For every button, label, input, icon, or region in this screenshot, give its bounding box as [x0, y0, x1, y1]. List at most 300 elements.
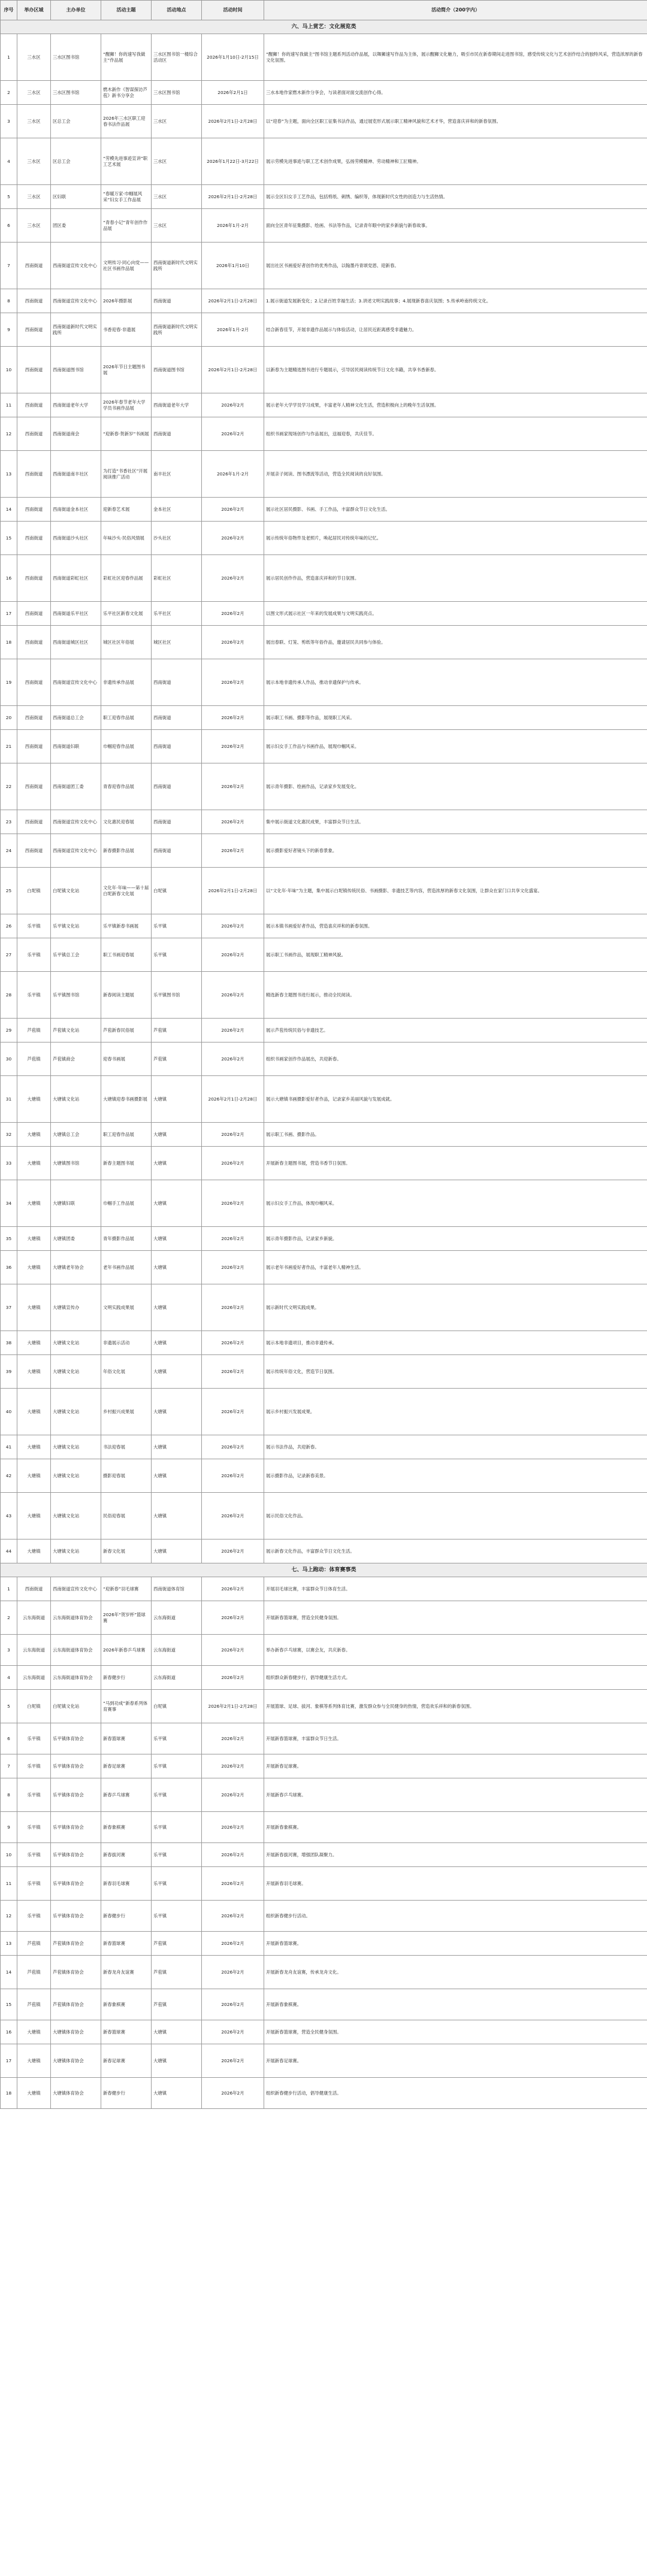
table-row [1, 868, 647, 914]
cell-time: 2026年2月 [202, 1577, 264, 1601]
cell-organizer: 云东海街道体育协会 [51, 1635, 101, 1666]
cell-serial: 16 [1, 2020, 17, 2044]
cell-description: 展出春联、灯笼、剪纸等年俗作品，邀请居民共同参与体验。 [264, 626, 647, 659]
table-row [1, 706, 647, 730]
cell-area: 大塘镇 [17, 1123, 51, 1147]
cell-area: 大塘镇 [17, 1389, 51, 1435]
cell-theme: 新春篮球赛 [101, 2020, 152, 2044]
cell-location: 大塘镇 [152, 1389, 202, 1435]
table-row [1, 1812, 647, 1843]
cell-organizer: 西南街道金本社区 [51, 498, 101, 522]
cell-theme: “春暖万家·巾帼展风采”妇女手工作品展 [101, 185, 152, 209]
cell-theme: 新春象棋赛 [101, 1989, 152, 2020]
cell-time: 2026年2月 [202, 834, 264, 868]
cell-description: 组织群众新春健步行，倡导健康生活方式。 [264, 1666, 647, 1690]
cell-organizer: 西南街道城区社区 [51, 626, 101, 659]
table-row [1, 209, 647, 243]
cell-organizer: 区妇联 [51, 185, 101, 209]
cell-area: 西南街道 [17, 602, 51, 626]
cell-theme: 新春健步行 [101, 1901, 152, 1932]
cell-time: 2026年2月 [202, 498, 264, 522]
cell-location: 大塘镇 [152, 1355, 202, 1389]
cell-time: 2026年2月 [202, 1227, 264, 1251]
cell-description: 1.展示街道发展新变化；2.记录百姓幸福生活；3.讲述文明实践故事；4.展现新春喜庆氛围；5.传承岭南传统文化。 [264, 289, 647, 313]
cell-location: 西南街道 [152, 763, 202, 810]
cell-theme: 迎春书画展 [101, 1042, 152, 1076]
cell-description: 组织书画家现场创作与作品展出，送福迎春，共庆佳节。 [264, 417, 647, 451]
cell-description: 展示妇女手工作品，体现巾帼风采。 [264, 1180, 647, 1227]
cell-time: 2026年2月1日-2月28日 [202, 1076, 264, 1123]
cell-location: 乐平社区 [152, 602, 202, 626]
cell-area: 西南街道 [17, 730, 51, 763]
cell-location: 大塘镇 [152, 1076, 202, 1123]
cell-description: 以图文形式展示社区一年来的发展成果与文明实践亮点。 [264, 602, 647, 626]
cell-description: 开展新春象棋赛。 [264, 1989, 647, 2020]
cell-organizer: 云东海街道体育协会 [51, 1666, 101, 1690]
table-row [1, 522, 647, 555]
header-location: 活动地点 [152, 1, 202, 20]
cell-serial: 13 [1, 451, 17, 498]
table-body [1, 20, 647, 2109]
cell-time: 2026年2月 [202, 1284, 264, 1331]
cell-serial: 27 [1, 938, 17, 972]
cell-description: 开展新春象棋赛。 [264, 1812, 647, 1843]
table-row [1, 1459, 647, 1493]
cell-area: 大塘镇 [17, 2020, 51, 2044]
cell-description: 精选新春主题图书进行展示，推动全民阅读。 [264, 972, 647, 1019]
cell-location: 乐平镇 [152, 1723, 202, 1754]
cell-location: 彩虹社区 [152, 555, 202, 602]
cell-time: 2026年2月 [202, 1042, 264, 1076]
cell-location: 大塘镇 [152, 1147, 202, 1180]
cell-time: 2026年2月 [202, 1932, 264, 1956]
cell-location: 西南街道 [152, 417, 202, 451]
cell-theme: 职工迎春作品展 [101, 706, 152, 730]
cell-area: 西南街道 [17, 243, 51, 289]
cell-description: 开展新春龙舟友谊赛，传承龙舟文化。 [264, 1956, 647, 1989]
cell-area: 芦苞镇 [17, 1956, 51, 1989]
cell-time: 2026年2月1日-2月28日 [202, 185, 264, 209]
cell-location: 芦苞镇 [152, 1989, 202, 2020]
cell-location: 大塘镇 [152, 1227, 202, 1251]
cell-organizer: 西南街道乐平社区 [51, 602, 101, 626]
cell-serial: 16 [1, 555, 17, 602]
cell-organizer: 大塘镇文化站 [51, 1459, 101, 1493]
table-row [1, 1956, 647, 1989]
cell-area: 大塘镇 [17, 1180, 51, 1227]
cell-organizer: 西南街道图书馆 [51, 347, 101, 393]
cell-time: 2026年2月 [202, 1459, 264, 1493]
cell-time: 2026年2月 [202, 522, 264, 555]
table-row [1, 1331, 647, 1355]
cell-area: 三水区 [17, 105, 51, 138]
cell-area: 西南街道 [17, 498, 51, 522]
cell-location: 三水区图书馆一楼综合活动区 [152, 34, 202, 81]
cell-serial: 28 [1, 972, 17, 1019]
cell-serial: 6 [1, 1723, 17, 1754]
cell-description: 展示青年摄影作品，记录家乡新貌。 [264, 1227, 647, 1251]
table-row [1, 1147, 647, 1180]
cell-organizer: 西南街道沙头社区 [51, 522, 101, 555]
cell-serial: 42 [1, 1459, 17, 1493]
cell-description: 集中展示街道文化惠民成果，丰富群众节日生活。 [264, 810, 647, 834]
table-row [1, 1227, 647, 1251]
cell-organizer: 乐平镇体育协会 [51, 1901, 101, 1932]
cell-theme: “劳模先进事迹宣讲”职工艺术展 [101, 138, 152, 185]
cell-serial: 12 [1, 417, 17, 451]
table-row [1, 2020, 647, 2044]
cell-location: 乐平镇 [152, 1778, 202, 1812]
table-row [1, 555, 647, 602]
cell-organizer: 乐平镇文化站 [51, 914, 101, 938]
cell-serial: 2 [1, 81, 17, 105]
header-description: 活动简介（200字内） [264, 1, 647, 20]
cell-time: 2026年2月 [202, 1635, 264, 1666]
cell-theme: 非遗展示活动 [101, 1331, 152, 1355]
cell-theme: 乡村振兴成果展 [101, 1389, 152, 1435]
cell-time: 2026年2月 [202, 1901, 264, 1932]
cell-description: 展示职工书画、摄影作品。 [264, 1123, 647, 1147]
cell-serial: 33 [1, 1147, 17, 1180]
cell-description: 开展新春拔河赛，增强团队凝聚力。 [264, 1843, 647, 1867]
cell-serial: 15 [1, 522, 17, 555]
cell-theme: 城区社区年俗展 [101, 626, 152, 659]
cell-serial: 4 [1, 138, 17, 185]
cell-time: 2026年2月 [202, 659, 264, 706]
section-title: 六、马上赏艺：文化展览类 [1, 20, 647, 34]
cell-location: 乐平镇 [152, 1812, 202, 1843]
cell-area: 大塘镇 [17, 1227, 51, 1251]
cell-serial: 1 [1, 34, 17, 81]
cell-organizer: 大塘镇老年协会 [51, 1251, 101, 1284]
cell-theme: 彩虹社区迎春作品展 [101, 555, 152, 602]
cell-area: 西南街道 [17, 1577, 51, 1601]
cell-area: 西南街道 [17, 417, 51, 451]
cell-serial: 13 [1, 1932, 17, 1956]
cell-description: 结合新春佳节，开展非遗作品展示与体验活动，让居民近距离感受非遗魅力。 [264, 313, 647, 347]
cell-serial: 12 [1, 1901, 17, 1932]
cell-area: 大塘镇 [17, 1147, 51, 1180]
cell-theme: “迎新春·贺新岁”书画展 [101, 417, 152, 451]
table-row [1, 1577, 647, 1601]
header-theme: 活动主题 [101, 1, 152, 20]
cell-location: 芦苞镇 [152, 1956, 202, 1989]
cell-description: 展示本地非遗项目，推动非遗传承。 [264, 1331, 647, 1355]
table-row [1, 1901, 647, 1932]
cell-theme: 书法迎春展 [101, 1435, 152, 1459]
table-row [1, 1076, 647, 1123]
cell-theme: 2026年三水区职工迎春书法作品展 [101, 105, 152, 138]
table-row [1, 1180, 647, 1227]
cell-area: 云东海街道 [17, 1635, 51, 1666]
cell-serial: 14 [1, 498, 17, 522]
cell-organizer: 西南街道宣传文化中心 [51, 810, 101, 834]
cell-theme: 新春篮球赛 [101, 1723, 152, 1754]
cell-location: 乐平镇 [152, 1754, 202, 1778]
cell-area: 乐平镇 [17, 1754, 51, 1778]
cell-time: 2026年2月 [202, 1435, 264, 1459]
cell-description: 开展新春篮球赛，丰富群众节日生活。 [264, 1723, 647, 1754]
cell-location: 芦苞镇 [152, 1019, 202, 1042]
table-row [1, 243, 647, 289]
cell-serial: 7 [1, 1754, 17, 1778]
cell-description: 展示职工书画、摄影等作品，展现职工风采。 [264, 706, 647, 730]
cell-organizer: 乐平镇体育协会 [51, 1843, 101, 1867]
cell-location: 西南街道 [152, 659, 202, 706]
cell-description: 展示本镇书画爱好者作品，营造喜庆祥和的新春氛围。 [264, 914, 647, 938]
cell-organizer: 乐平镇体育协会 [51, 1867, 101, 1901]
cell-organizer: 大塘镇宣传办 [51, 1284, 101, 1331]
cell-theme: 乐平镇新春书画展 [101, 914, 152, 938]
table-row [1, 1843, 647, 1867]
cell-location: 乐平镇图书馆 [152, 972, 202, 1019]
cell-theme: 年味沙头·民俗风情展 [101, 522, 152, 555]
cell-serial: 43 [1, 1493, 17, 1539]
cell-description: 开展篮球、足球、拔河、象棋等系列体育比赛，激发群众参与全民健身的热情，营造欢乐祥和的新春氛围。 [264, 1690, 647, 1723]
cell-organizer: 西南街道新时代文明实践所 [51, 313, 101, 347]
cell-theme: 年俗文化展 [101, 1355, 152, 1389]
cell-organizer: 大塘镇文化站 [51, 1435, 101, 1459]
cell-theme: 2026年春节老年大学学员书画作品展 [101, 393, 152, 417]
cell-area: 乐平镇 [17, 1867, 51, 1901]
table-row [1, 34, 647, 81]
cell-theme: 2026年新春乒乓球赛 [101, 1635, 152, 1666]
cell-area: 大塘镇 [17, 1251, 51, 1284]
cell-location: 金本社区 [152, 498, 202, 522]
cell-time: 2026年2月 [202, 555, 264, 602]
cell-organizer: 大塘镇文化站 [51, 1539, 101, 1563]
cell-serial: 44 [1, 1539, 17, 1563]
cell-description: 展示传统年俗文化，营造节日氛围。 [264, 1355, 647, 1389]
cell-theme: 老年书画作品展 [101, 1251, 152, 1284]
cell-serial: 3 [1, 1635, 17, 1666]
cell-time: 2026年2月 [202, 1989, 264, 2020]
table-row [1, 1042, 647, 1076]
cell-area: 西南街道 [17, 706, 51, 730]
cell-theme: 新春龙舟友谊赛 [101, 1956, 152, 1989]
cell-location: 西南街道 [152, 834, 202, 868]
cell-location: 大塘镇 [152, 2044, 202, 2078]
cell-serial: 19 [1, 659, 17, 706]
cell-organizer: 西南街道宣传文化中心 [51, 243, 101, 289]
cell-area: 西南街道 [17, 522, 51, 555]
cell-time: 2026年1月-2月 [202, 209, 264, 243]
table-row [1, 1389, 647, 1435]
cell-serial: 2 [1, 1601, 17, 1635]
cell-location: 三水区 [152, 185, 202, 209]
cell-description: 展示大塘镇书画摄影爱好者作品，记录家乡美丽风貌与发展成就。 [264, 1076, 647, 1123]
cell-serial: 15 [1, 1989, 17, 2020]
cell-organizer: 西南街道宣传文化中心 [51, 659, 101, 706]
cell-location: 乐平镇 [152, 914, 202, 938]
cell-serial: 37 [1, 1284, 17, 1331]
cell-serial: 22 [1, 763, 17, 810]
cell-serial: 38 [1, 1331, 17, 1355]
cell-organizer: 西南街道老年大学 [51, 393, 101, 417]
cell-description: 展示新春文化作品，丰富群众节日文化生活。 [264, 1539, 647, 1563]
cell-serial: 18 [1, 2078, 17, 2109]
cell-time: 2026年2月 [202, 1331, 264, 1355]
table-row [1, 810, 647, 834]
cell-area: 芦苞镇 [17, 1042, 51, 1076]
table-row [1, 972, 647, 1019]
cell-time: 2026年2月 [202, 1147, 264, 1180]
cell-time: 2026年2月 [202, 1812, 264, 1843]
cell-theme: 职工书画迎春展 [101, 938, 152, 972]
cell-time: 2026年2月 [202, 2078, 264, 2109]
cell-area: 乐平镇 [17, 972, 51, 1019]
cell-serial: 39 [1, 1355, 17, 1389]
cell-area: 大塘镇 [17, 2078, 51, 2109]
cell-area: 西南街道 [17, 347, 51, 393]
cell-location: 西南街道图书馆 [152, 347, 202, 393]
cell-serial: 3 [1, 105, 17, 138]
cell-organizer: 芦苞镇体育协会 [51, 1956, 101, 1989]
cell-serial: 24 [1, 834, 17, 868]
cell-location: 芦苞镇 [152, 1042, 202, 1076]
cell-area: 大塘镇 [17, 1493, 51, 1539]
cell-location: 三水区 [152, 138, 202, 185]
cell-location: 大塘镇 [152, 1493, 202, 1539]
cell-description: 三水本地作家燃木新作分享会，与读者面对面交流创作心得。 [264, 81, 647, 105]
cell-time: 2026年1月-2月 [202, 451, 264, 498]
cell-theme: 新春篮球赛 [101, 1932, 152, 1956]
cell-organizer: 三水区图书馆 [51, 34, 101, 81]
cell-organizer: 西南街道团工委 [51, 763, 101, 810]
cell-area: 西南街道 [17, 659, 51, 706]
cell-organizer: 乐平镇体育协会 [51, 1778, 101, 1812]
cell-time: 2026年2月 [202, 2044, 264, 2078]
cell-time: 2026年2月1日-2月28日 [202, 347, 264, 393]
cell-time: 2026年2月1日-2月28日 [202, 868, 264, 914]
cell-time: 2026年2月1日-2月28日 [202, 289, 264, 313]
cell-time: 2026年2月1日-2月28日 [202, 1690, 264, 1723]
cell-location: 云东海街道 [152, 1601, 202, 1635]
table-row [1, 1539, 647, 1563]
cell-area: 西南街道 [17, 626, 51, 659]
cell-organizer: 西南街道商会 [51, 417, 101, 451]
cell-area: 西南街道 [17, 810, 51, 834]
cell-organizer: 大塘镇体育协会 [51, 2078, 101, 2109]
cell-description: 展示传统年俗物件及老照片，唤起居民对传统年味的记忆。 [264, 522, 647, 555]
cell-area: 三水区 [17, 34, 51, 81]
cell-organizer: 区总工会 [51, 138, 101, 185]
cell-theme: 2026年摄影展 [101, 289, 152, 313]
table-row [1, 1284, 647, 1331]
table-row [1, 914, 647, 938]
cell-time: 2026年1月10日-2月15日 [202, 34, 264, 81]
cell-organizer: 芦苞镇商会 [51, 1042, 101, 1076]
cell-serial: 8 [1, 289, 17, 313]
table-row [1, 289, 647, 313]
cell-location: 西南街道 [152, 810, 202, 834]
cell-theme: 青年摄影作品展 [101, 1227, 152, 1251]
cell-theme: “马到功成”新春系列体育赛事 [101, 1690, 152, 1723]
cell-time: 2026年2月 [202, 1355, 264, 1389]
cell-description: 开展新春足球赛。 [264, 1754, 647, 1778]
cell-theme: 巾帼手工作品展 [101, 1180, 152, 1227]
cell-area: 芦苞镇 [17, 1019, 51, 1042]
cell-time: 2026年2月 [202, 1389, 264, 1435]
cell-description: 开展羽毛球比赛，丰富群众节日体育生活。 [264, 1577, 647, 1601]
cell-organizer: 大塘镇团委 [51, 1227, 101, 1251]
cell-description: 开展亲子阅读、图书漂流等活动，营造全民阅读的良好氛围。 [264, 451, 647, 498]
cell-organizer: 西南街道宣传文化中心 [51, 1577, 101, 1601]
cell-location: 西南街道新时代文明实践所 [152, 313, 202, 347]
cell-area: 西南街道 [17, 763, 51, 810]
cell-organizer: 白坭镇文化站 [51, 868, 101, 914]
cell-theme: 文明传习·同心向党——社区书画作品展 [101, 243, 152, 289]
cell-area: 大塘镇 [17, 1331, 51, 1355]
cell-time: 2026年2月 [202, 1843, 264, 1867]
cell-location: 乐平镇 [152, 938, 202, 972]
cell-theme: 书香迎春·非遗展 [101, 313, 152, 347]
table-row [1, 1778, 647, 1812]
cell-theme: “迎新春”羽毛球赛 [101, 1577, 152, 1601]
table-row [1, 659, 647, 706]
cell-organizer: 西南街道宣传文化中心 [51, 834, 101, 868]
cell-location: 大塘镇 [152, 2078, 202, 2109]
cell-organizer: 团区委 [51, 209, 101, 243]
cell-area: 大塘镇 [17, 1435, 51, 1459]
cell-area: 乐平镇 [17, 1778, 51, 1812]
cell-area: 三水区 [17, 209, 51, 243]
table-row [1, 451, 647, 498]
cell-time: 2026年1月-2月 [202, 313, 264, 347]
cell-location: 南丰社区 [152, 451, 202, 498]
table-row [1, 1754, 647, 1778]
cell-organizer: 云东海街道体育协会 [51, 1601, 101, 1635]
cell-serial: 10 [1, 1843, 17, 1867]
cell-serial: 40 [1, 1389, 17, 1435]
cell-location: 大塘镇 [152, 1435, 202, 1459]
cell-time: 2026年2月 [202, 602, 264, 626]
cell-location: 大塘镇 [152, 1284, 202, 1331]
cell-location: 三水区 [152, 209, 202, 243]
cell-time: 2026年2月 [202, 1493, 264, 1539]
table-row [1, 313, 647, 347]
cell-organizer: 大塘镇文化站 [51, 1076, 101, 1123]
cell-description: 展示摄影作品，记录新春美景。 [264, 1459, 647, 1493]
cell-time: 2026年2月 [202, 393, 264, 417]
section-header-row [1, 1563, 647, 1577]
cell-serial: 17 [1, 2044, 17, 2078]
cell-time: 2026年2月 [202, 938, 264, 972]
cell-organizer: 乐平镇体育协会 [51, 1723, 101, 1754]
cell-theme: 燃木新作《智谋探访芦苞》新书分享会 [101, 81, 152, 105]
cell-theme: 新春健步行 [101, 1666, 152, 1690]
cell-time: 2026年2月 [202, 810, 264, 834]
cell-serial: 8 [1, 1778, 17, 1812]
cell-location: 白坭镇 [152, 1690, 202, 1723]
cell-theme: 文明实践成果展 [101, 1284, 152, 1331]
cell-description: 展示书法作品，共迎新春。 [264, 1435, 647, 1459]
table-row [1, 1635, 647, 1666]
cell-area: 云东海街道 [17, 1666, 51, 1690]
cell-theme: 非遗传承作品展 [101, 659, 152, 706]
cell-theme: 大塘镇迎春书画摄影展 [101, 1076, 152, 1123]
cell-organizer: 大塘镇总工会 [51, 1123, 101, 1147]
cell-area: 三水区 [17, 138, 51, 185]
cell-description: 开展新春羽毛球赛。 [264, 1867, 647, 1901]
cell-theme: 新春主题图书展 [101, 1147, 152, 1180]
cell-theme: 乐平社区新春文化展 [101, 602, 152, 626]
cell-theme: 职工迎春作品展 [101, 1123, 152, 1147]
cell-location: 西南街道体育馆 [152, 1577, 202, 1601]
cell-location: 三水区 [152, 105, 202, 138]
cell-time: 2026年2月 [202, 1251, 264, 1284]
cell-serial: 34 [1, 1180, 17, 1227]
